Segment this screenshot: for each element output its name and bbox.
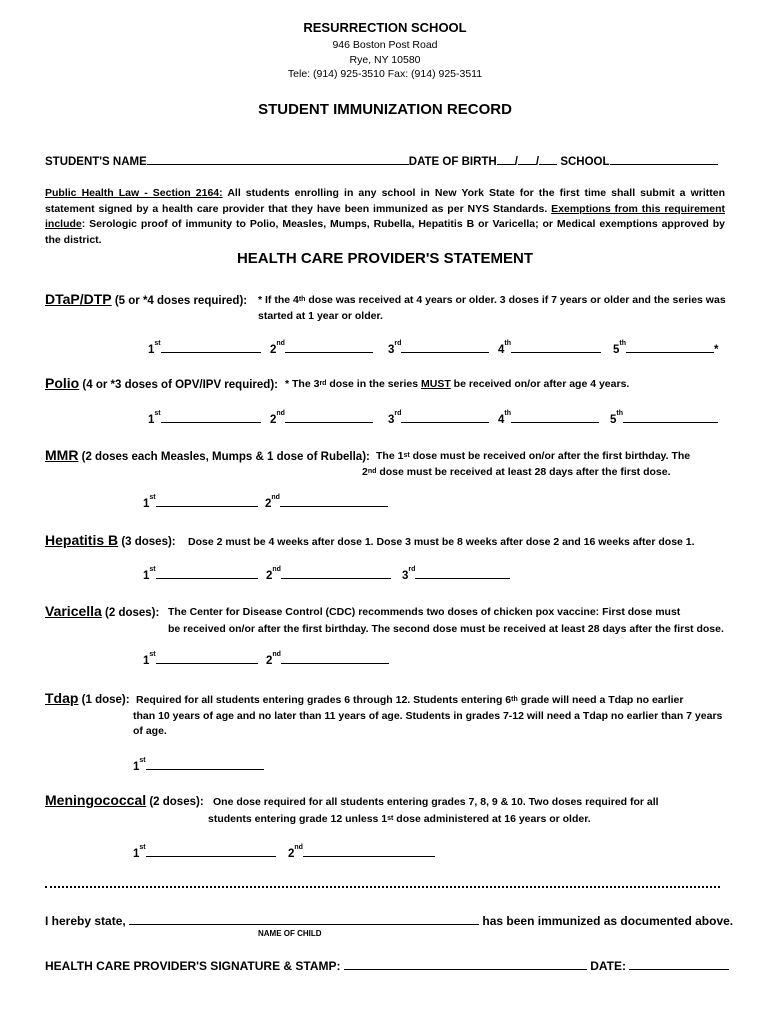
tdap-requirement: (1 dose):: [78, 694, 130, 706]
dtap-dose-3-field[interactable]: [401, 341, 489, 353]
mmr-dose-2: 2nd: [265, 495, 388, 510]
polio-dose-3-field[interactable]: [401, 411, 489, 423]
dtap-dose-1: 1st: [148, 341, 261, 356]
date-label: DATE:: [590, 959, 626, 973]
dtap-dose-4: 4th: [498, 341, 601, 356]
law-exemptions: Exemptions from this requirement include: [45, 202, 725, 230]
hepb-note: Dose 2 must be 4 weeks after dose 1. Dose 3 must be 8 weeks after dose 2 and 16 weeks after dose 1.: [188, 536, 695, 548]
mening-requirement: (2 doses):: [146, 796, 204, 808]
mmr-dose-2-field[interactable]: [280, 495, 388, 507]
polio-dose-5: 5th: [610, 411, 718, 426]
dtap-dose-4-field[interactable]: [511, 341, 601, 353]
varicella-dose-1: 1st: [143, 652, 258, 667]
mening-dose-2: 2nd: [288, 845, 435, 860]
dob-month-field[interactable]: [497, 153, 515, 165]
varicella-note: The Center for Disease Control (CDC) recommends two doses of chicken pox vaccine: First dose must: [168, 606, 681, 618]
statement-line: [45, 913, 733, 928]
provider-heading: HEALTH CARE PROVIDER'S STATEMENT: [236, 250, 534, 267]
dtap-requirement: (5 or *4 doses required):: [111, 295, 248, 307]
varicella-requirement: (2 doses):: [101, 607, 160, 619]
hepb-section: [45, 532, 176, 550]
hepb-dose-1: 1st: [143, 567, 258, 582]
dtap-dose-5-field[interactable]: [626, 341, 714, 353]
polio-dose-3: 3rd: [388, 411, 489, 426]
polio-name: Polio: [45, 375, 80, 391]
mening-dose-1-field[interactable]: [146, 845, 276, 857]
mening-section: [45, 792, 204, 810]
mmr-section: [45, 447, 370, 465]
public-health-law: [45, 186, 725, 248]
mmr-note: The 1st dose must be received on/or after the first birthday. The: [376, 450, 691, 462]
varicella-dose-2-field[interactable]: [281, 652, 389, 664]
law-text-2: : Serologic proof of immunity to Polio, Measles, Mumps, Rubella, Hepatitis B or Varicella; or Medical exemptions approved by the district.: [45, 218, 725, 246]
varicella-dose-1-field[interactable]: [156, 652, 258, 664]
hepb-name: Hepatitis B: [45, 532, 119, 548]
law-text-1: All students enrolling in any school in New York State for the first time shall submit a written statement signed by a health care provider that they have been immunized as per NYS Standards.: [45, 187, 725, 215]
student-info-line: [45, 153, 735, 170]
dob-label: DATE OF BIRTH: [408, 156, 497, 168]
tdap-dose-1-field[interactable]: [146, 758, 264, 770]
dob-year-field[interactable]: [539, 153, 557, 165]
school-phone: Tele: (914) 925-3510 Fax: (914) 925-3511: [287, 68, 483, 80]
mmr-dose-1-field[interactable]: [156, 495, 258, 507]
hepb-dose-2-field[interactable]: [281, 567, 391, 579]
tdap-section: [45, 690, 130, 708]
polio-dose-1: 1st: [148, 411, 261, 426]
varicella-dose-2: 2nd: [266, 652, 389, 667]
dtap-dose-2-field[interactable]: [285, 341, 373, 353]
polio-section: [45, 375, 278, 393]
dtap-section: [45, 291, 247, 309]
tdap-dose-1: 1st: [133, 758, 264, 773]
varicella-section: [45, 603, 159, 621]
mening-note: One dose required for all students entering grades 7, 8, 9 & 10. Two doses required for all: [213, 796, 659, 808]
dtap-note: * If the 4th dose was received at 4 years or older. 3 doses if 7 years or older and the series was: [258, 294, 726, 306]
tdap-note: Required for all students entering grades 6 through 12. Students entering 6th grade will need a Tdap no earlier: [136, 694, 684, 706]
child-name-caption: NAME OF CHILD: [258, 929, 322, 938]
dtap-dose-2: 2nd: [270, 341, 373, 356]
hepb-requirement: (3 doses):: [118, 536, 176, 548]
tdap-note-3: of age.: [133, 725, 167, 737]
polio-dose-1-field[interactable]: [161, 411, 261, 423]
mmr-note-2: 2nd dose must be received at least 28 days after the first dose.: [362, 466, 671, 478]
polio-dose-4: 4th: [498, 411, 599, 426]
dtap-dose-1-field[interactable]: [161, 341, 261, 353]
mening-name: Meningococcal: [45, 792, 147, 808]
law-heading: Public Health Law - Section 2164:: [45, 187, 223, 199]
statement-suffix: has been immunized as documented above.: [482, 914, 734, 928]
dob-sep-1: /: [514, 156, 518, 168]
polio-dose-4-field[interactable]: [511, 411, 599, 423]
date-field[interactable]: [629, 958, 729, 970]
hepb-dose-2: 2nd: [266, 567, 391, 582]
mmr-requirement: (2 doses each Measles, Mumps & 1 dose of Rubella):: [78, 451, 370, 463]
mening-dose-2-field[interactable]: [303, 845, 435, 857]
polio-dose-2: 2nd: [270, 411, 373, 426]
polio-dose-5-field[interactable]: [623, 411, 718, 423]
signature-label: HEALTH CARE PROVIDER'S SIGNATURE & STAMP:: [45, 959, 341, 973]
polio-requirement: (4 or *3 doses of OPV/IPV required):: [79, 379, 278, 391]
hepb-dose-1-field[interactable]: [156, 567, 258, 579]
statement-prefix: I hereby state,: [45, 914, 126, 928]
student-name-label: STUDENT'S NAME: [45, 156, 147, 168]
mening-dose-1: 1st: [133, 845, 276, 860]
child-name-field[interactable]: [129, 913, 479, 925]
school-name: RESURRECTION SCHOOL: [303, 20, 467, 35]
dob-sep-2: /: [535, 156, 540, 168]
school-label: SCHOOL: [560, 156, 610, 168]
school-address: 946 Boston Post Road: [332, 39, 438, 51]
school-field[interactable]: [610, 153, 718, 165]
varicella-note-2: be received on/or after the first birthday. The second dose must be received at least 28 days after the first dose.: [168, 623, 724, 635]
mmr-name: MMR: [45, 447, 79, 463]
dtap-name: DTaP/DTP: [45, 291, 112, 307]
polio-dose-2-field[interactable]: [285, 411, 373, 423]
varicella-name: Varicella: [45, 603, 102, 619]
form-title: STUDENT IMMUNIZATION RECORD: [258, 101, 512, 118]
polio-note: * The 3rd dose in the series MUST be received on/or after age 4 years.: [285, 378, 630, 390]
hepb-dose-3-field[interactable]: [415, 567, 510, 579]
hepb-dose-3: 3rd: [402, 567, 510, 582]
dob-day-field[interactable]: [518, 153, 536, 165]
dtap-note-2: started at 1 year or older.: [258, 310, 383, 322]
signature-line: [45, 958, 729, 973]
mening-note-2: students entering grade 12 unless 1st dose administered at 16 years or older.: [208, 813, 591, 825]
dtap-dose-3: 3rd: [388, 341, 489, 356]
tdap-name: Tdap: [45, 690, 79, 706]
dtap-dose-5: 5th*: [613, 340, 719, 356]
mmr-dose-1: 1st: [143, 495, 258, 510]
student-name-field[interactable]: [147, 153, 409, 165]
tdap-note-2: than 10 years of age and no later than 11 years of age. Students in grades 7-12 will need a Tdap no earlier than 7 years: [133, 710, 723, 722]
dotted-divider: [45, 886, 720, 888]
signature-field[interactable]: [344, 958, 587, 970]
school-city: Rye, NY 10580: [349, 54, 421, 66]
